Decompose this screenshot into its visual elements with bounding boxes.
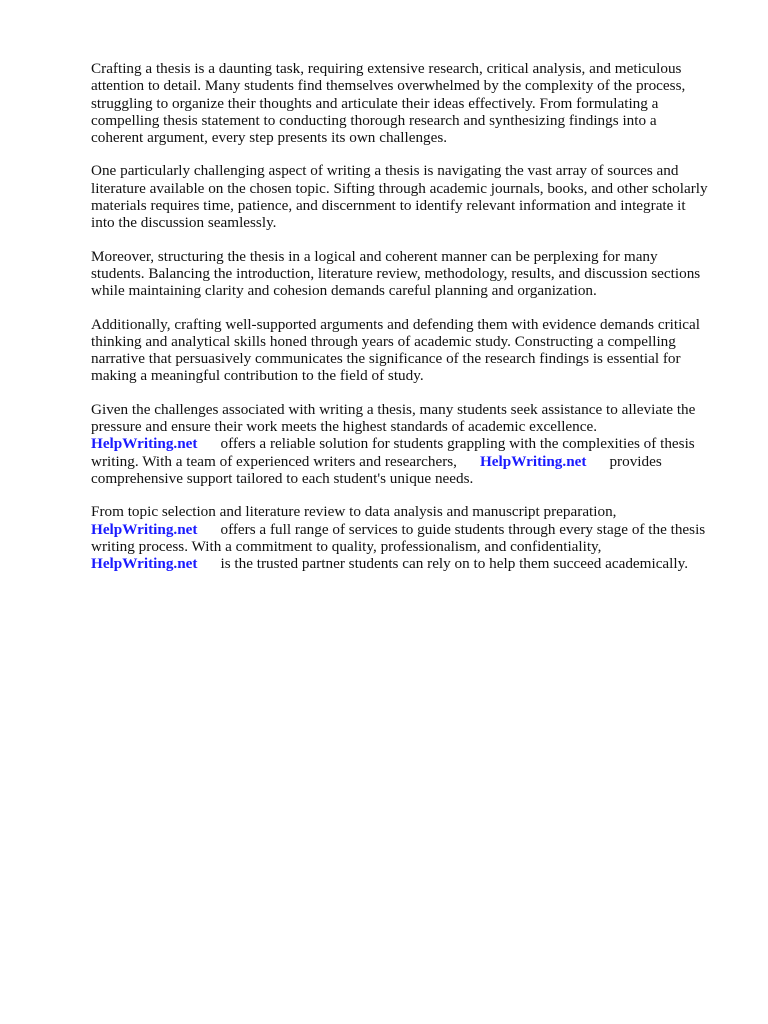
text-line: thinking and analytical skills honed through years of academic study. Constructing a compelling xyxy=(91,332,676,350)
text-line xyxy=(91,555,731,572)
text-line: comprehensive support tailored to each student's unique needs. xyxy=(91,469,474,487)
text-line: Additionally, crafting well-supported arguments and defending them with evidence demands critical xyxy=(91,315,701,333)
text-line xyxy=(91,435,731,452)
helpwriting-link[interactable]: HelpWriting.net xyxy=(91,520,198,538)
text-line: struggling to organize their thoughts and articulate their ideas effectively. From formulating a xyxy=(91,94,659,112)
helpwriting-link[interactable]: HelpWriting.net xyxy=(91,555,198,573)
document-body xyxy=(91,60,731,588)
text-line: materials requires time, patience, and discernment to identify relevant information and integrate it xyxy=(91,197,686,215)
text-line: Moreover, structuring the thesis in a logical and coherent manner can be perplexing for many xyxy=(91,247,658,265)
text-line: attention to detail. Many students find themselves overwhelmed by the complexity of the process, xyxy=(91,77,686,95)
paragraph-services xyxy=(91,503,731,572)
text-line: Given the challenges associated with writing a thesis, many students seek assistance to alleviate the xyxy=(91,400,696,418)
text-line: narrative that persuasively communicates the significance of the research findings is essential for xyxy=(91,350,681,368)
text-line: Crafting a thesis is a daunting task, requiring extensive research, critical analysis, and meticulous xyxy=(91,60,682,77)
text-line: compelling thesis statement to conducting thorough research and synthesizing findings into a xyxy=(91,111,657,129)
paragraph-assistance xyxy=(91,401,731,487)
text-line: while maintaining clarity and cohesion demands careful planning and organization. xyxy=(91,282,597,300)
text-line xyxy=(91,521,731,538)
text-line: pressure and ensure their work meets the highest standards of academic excellence. xyxy=(91,418,598,436)
text-line xyxy=(91,453,731,470)
text-segment: offers a reliable solution for students grappling with the complexities of thesis xyxy=(220,435,695,453)
text-line: One particularly challenging aspect of writing a thesis is navigating the vast array of sources and xyxy=(91,162,679,180)
text-line: From topic selection and literature review to data analysis and manuscript preparation, xyxy=(91,503,617,521)
text-segment: writing. With a team of experienced writers and researchers, xyxy=(91,452,457,470)
text-line: into the discussion seamlessly. xyxy=(91,214,277,232)
text-line: making a meaningful contribution to the field of study. xyxy=(91,367,424,385)
text-segment: is the trusted partner students can rely on to help them succeed academically. xyxy=(220,555,689,573)
text-segment: provides xyxy=(609,452,662,470)
paragraph-structure xyxy=(91,248,731,300)
text-line: writing process. With a commitment to quality, professionalism, and confidentiality, xyxy=(91,537,602,555)
text-segment: offers a full range of services to guide students through every stage of the thesis xyxy=(220,520,706,538)
text-line: literature available on the chosen topic. Sifting through academic journals, books, and other scholarly xyxy=(91,179,708,197)
paragraph-intro xyxy=(91,60,731,146)
helpwriting-link[interactable]: HelpWriting.net xyxy=(479,452,587,470)
paragraph-sources xyxy=(91,162,731,231)
paragraph-arguments xyxy=(91,316,731,385)
text-line: students. Balancing the introduction, literature review, methodology, results, and discussion sections xyxy=(91,264,701,282)
helpwriting-link[interactable]: HelpWriting.net xyxy=(91,435,198,453)
text-line: coherent argument, every step presents its own challenges. xyxy=(91,129,448,147)
